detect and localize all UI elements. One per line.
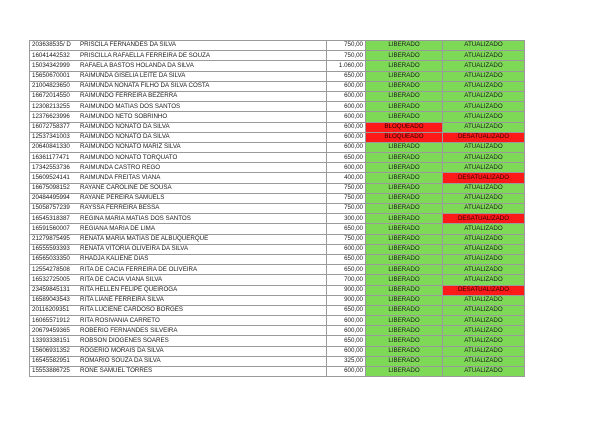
cell-status[interactable]: LIBERADO [366,41,443,51]
cell-value[interactable]: 600,00 [327,326,366,336]
cell-status[interactable]: LIBERADO [366,81,443,91]
cell-name[interactable]: RAIMUNDO MATIAS DOS SANTOS [78,102,327,112]
cell-status[interactable]: LIBERADO [366,305,443,315]
cell-update[interactable]: ATUALIZADO [443,265,525,275]
spreadsheet-body [30,41,525,377]
cell-update[interactable]: ATUALIZADO [443,142,525,152]
cell-name[interactable]: RITA LUCIENE CARDOSO BORGES [78,305,327,315]
cell-value[interactable]: 600,00 [327,367,366,377]
cell-value[interactable]: 650,00 [327,305,366,315]
cell-value[interactable]: 650,00 [327,254,366,264]
cell-id[interactable]: 12554278508 [30,265,79,275]
cell-update[interactable]: ATUALIZADO [443,336,525,346]
cell-value[interactable]: 325,00 [327,356,366,366]
cell-status[interactable]: BLOQUEADO [366,122,443,132]
cell-value[interactable]: 600,00 [327,112,366,122]
cell-update[interactable]: ATUALIZADO [443,316,525,326]
cell-status[interactable]: LIBERADO [366,244,443,254]
cell-update[interactable]: DESATUALIZADO [443,132,525,142]
table-row [30,285,525,295]
cell-update[interactable]: ATUALIZADO [443,71,525,81]
cell-id[interactable]: 16041442532 [30,51,79,61]
table-row [30,265,525,275]
cell-id[interactable]: 15034342999 [30,61,79,71]
cell-id[interactable]: 15606931352 [30,346,79,356]
cell-update[interactable]: ATUALIZADO [443,51,525,61]
table-row [30,305,525,315]
cell-id[interactable]: 16545582951 [30,356,79,366]
cell-value[interactable]: 750,00 [327,234,366,244]
cell-id[interactable]: 17342553736 [30,163,79,173]
table-row [30,102,525,112]
table-row [30,153,525,163]
cell-status[interactable]: BLOQUEADO [366,132,443,142]
table-row [30,326,525,336]
cell-value[interactable]: 700,00 [327,275,366,285]
cell-update[interactable]: ATUALIZADO [443,193,525,203]
table-row [30,356,525,366]
table-row [30,61,525,71]
cell-name[interactable]: RAIMUNDA NONATA FILHO DA SILVA COSTA [78,81,327,91]
cell-name[interactable]: RITA DE CACIA FERREIRA DE OLIVEIRA [78,265,327,275]
table-row [30,295,525,305]
table-row [30,183,525,193]
cell-id[interactable]: 16361177471 [30,153,79,163]
cell-status[interactable]: LIBERADO [366,183,443,193]
cell-value[interactable]: 650,00 [327,224,366,234]
table-row [30,275,525,285]
cell-update[interactable]: ATUALIZADO [443,204,525,214]
cell-value[interactable]: 650,00 [327,336,366,346]
cell-name[interactable]: RHADJA KALIENE DIAS [78,254,327,264]
table-row [30,224,525,234]
cell-id[interactable]: 21004823650 [30,81,79,91]
cell-status[interactable]: LIBERADO [366,153,443,163]
table-row [30,163,525,173]
cell-update[interactable]: ATUALIZADO [443,305,525,315]
cell-update[interactable]: ATUALIZADO [443,234,525,244]
table-row [30,316,525,326]
cell-update[interactable]: ATUALIZADO [443,163,525,173]
cell-name[interactable]: ROGERIO MORAIS DA SILVA [78,346,327,356]
cell-id[interactable]: 12537341003 [30,132,79,142]
cell-value[interactable]: 900,00 [327,285,366,295]
table-row [30,214,525,224]
cell-update[interactable]: ATUALIZADO [443,254,525,264]
cell-value[interactable]: 750,00 [327,204,366,214]
cell-update[interactable]: ATUALIZADO [443,346,525,356]
table-row [30,71,525,81]
table-row [30,204,525,214]
cell-name[interactable]: REGINA MARIA MATIAS DOS SANTOS [78,214,327,224]
cell-update[interactable]: DESATUALIZADO [443,285,525,295]
cell-update[interactable]: ATUALIZADO [443,356,525,366]
cell-value[interactable]: 600,00 [327,122,366,132]
cell-name[interactable]: ROBSON DIOGENES SOARES [78,336,327,346]
cell-status[interactable]: LIBERADO [366,204,443,214]
cell-name[interactable]: RAYANE PEREIRA SAMUELS [78,193,327,203]
cell-status[interactable]: LIBERADO [366,367,443,377]
cell-name[interactable]: RAIMUNDO NETO SOBRINHO [78,112,327,122]
cell-update[interactable]: ATUALIZADO [443,81,525,91]
cell-id[interactable]: 15058757239 [30,204,79,214]
cell-name[interactable]: RAIMUNDO NONATO TORQUATO [78,153,327,163]
cell-id[interactable]: 16532725005 [30,275,79,285]
cell-value[interactable]: 600,00 [327,132,366,142]
cell-value[interactable]: 900,00 [327,295,366,305]
cell-update[interactable]: ATUALIZADO [443,326,525,336]
cell-status[interactable]: LIBERADO [366,71,443,81]
cell-value[interactable]: 650,00 [327,153,366,163]
cell-name[interactable]: RAIMUNDO FERREIRA BEZERRA [78,91,327,101]
cell-update[interactable]: DESATUALIZADO [443,214,525,224]
cell-name[interactable]: RAYSSA FERREIRA BESSA [78,204,327,214]
cell-name[interactable]: RITA HELLEN FELIPE QUEIROGA [78,285,327,295]
cell-update[interactable]: ATUALIZADO [443,122,525,132]
cell-name[interactable]: RONE SAMUEL TORRES [78,367,327,377]
cell-status[interactable]: LIBERADO [366,102,443,112]
cell-status[interactable]: LIBERADO [366,275,443,285]
cell-name[interactable]: RAYANE CAROLINE DE SOUSA [78,183,327,193]
cell-update[interactable]: ATUALIZADO [443,183,525,193]
cell-value[interactable]: 600,00 [327,346,366,356]
cell-id[interactable]: 12376623996 [30,112,79,122]
cell-name[interactable]: ROMARIO SOUZA DA SILVA [78,356,327,366]
cell-status[interactable]: LIBERADO [366,346,443,356]
cell-value[interactable]: 650,00 [327,265,366,275]
cell-id[interactable]: 21279875495 [30,234,79,244]
cell-value[interactable]: 600,00 [327,91,366,101]
cell-id[interactable]: 15650670001 [30,71,79,81]
table-row [30,346,525,356]
cell-name[interactable]: RAFAELA BASTOS HOLANDA DA SILVA [78,61,327,71]
cell-value[interactable]: 750,00 [327,51,366,61]
cell-status[interactable]: LIBERADO [366,112,443,122]
cell-status[interactable]: LIBERADO [366,224,443,234]
cell-value[interactable]: 750,00 [327,183,366,193]
cell-status[interactable]: LIBERADO [366,163,443,173]
cell-name[interactable]: RAIMUNDA FREITAS VIANA [78,173,327,183]
table-row [30,132,525,142]
cell-update[interactable]: ATUALIZADO [443,244,525,254]
table-row [30,51,525,61]
cell-id[interactable]: 203638535/ D [30,41,79,51]
cell-value[interactable]: 1.060,00 [327,61,366,71]
cell-id[interactable]: 16589043543 [30,295,79,305]
cell-status[interactable]: LIBERADO [366,336,443,346]
table-row [30,91,525,101]
cell-id[interactable]: 16675098152 [30,183,79,193]
table-row [30,81,525,91]
cell-name[interactable]: RAIMUNDO NONATO DA SILVA [78,122,327,132]
cell-value[interactable]: 600,00 [327,81,366,91]
cell-name[interactable]: RAIMUNDA GISELIA LEITE DA SILVA [78,71,327,81]
cell-name[interactable]: RITA ROSIVANIA CARRETO [78,316,327,326]
cell-value[interactable]: 400,00 [327,173,366,183]
cell-id[interactable]: 13393338151 [30,336,79,346]
cell-id[interactable]: 16565033350 [30,254,79,264]
cell-status[interactable]: LIBERADO [366,214,443,224]
cell-value[interactable]: 600,00 [327,102,366,112]
cell-update[interactable]: DESATUALIZADO [443,173,525,183]
table-row [30,367,525,377]
cell-name[interactable]: PRISCILA FERNANDES DA SILVA [78,41,327,51]
cell-id[interactable]: 15609524141 [30,173,79,183]
table-row [30,244,525,254]
cell-update[interactable]: ATUALIZADO [443,102,525,112]
cell-value[interactable]: 750,00 [327,193,366,203]
cell-name[interactable]: ROBERIO FERNANDES SILVEIRA [78,326,327,336]
cell-status[interactable]: LIBERADO [366,61,443,71]
cell-id[interactable]: 16672014550 [30,91,79,101]
spreadsheet-table [29,40,525,377]
table-row [30,122,525,132]
cell-id[interactable]: 20116209351 [30,305,79,315]
cell-id[interactable]: 16545318387 [30,214,79,224]
cell-value[interactable]: 600,00 [327,316,366,326]
cell-update[interactable]: ATUALIZADO [443,61,525,71]
cell-update[interactable]: ATUALIZADO [443,153,525,163]
cell-id[interactable]: 16065571912 [30,316,79,326]
cell-id[interactable]: 20679459365 [30,326,79,336]
cell-id[interactable]: 16072758377 [30,122,79,132]
cell-name[interactable]: PRISCILLA RAFAELLA FERREIRA DE SOUZA [78,51,327,61]
table-row [30,336,525,346]
cell-status[interactable]: LIBERADO [366,356,443,366]
cell-value[interactable]: 300,00 [327,214,366,224]
cell-status[interactable]: LIBERADO [366,295,443,305]
cell-status[interactable]: LIBERADO [366,51,443,61]
cell-id[interactable]: 20484495994 [30,193,79,203]
cell-update[interactable]: ATUALIZADO [443,224,525,234]
cell-name[interactable]: RAIMUNDO NONATO DA SILVA [78,132,327,142]
cell-update[interactable]: ATUALIZADO [443,295,525,305]
table-row [30,41,525,51]
cell-status[interactable]: LIBERADO [366,265,443,275]
cell-update[interactable]: ATUALIZADO [443,41,525,51]
cell-value[interactable]: 650,00 [327,71,366,81]
cell-status[interactable]: LIBERADO [366,193,443,203]
cell-status[interactable]: LIBERADO [366,234,443,244]
cell-name[interactable]: REGIANA MARIA DE LIMA [78,224,327,234]
cell-status[interactable]: LIBERADO [366,173,443,183]
cell-id[interactable]: 16555593393 [30,244,79,254]
cell-value[interactable]: 600,00 [327,163,366,173]
cell-status[interactable]: LIBERADO [366,326,443,336]
table-row [30,173,525,183]
cell-name[interactable]: RENATA MARIA MATIAS DE ALBUQUERQUE [78,234,327,244]
cell-name[interactable]: RENATA VITORIA OLIVEIRA DA SILVA [78,244,327,254]
cell-update[interactable]: ATUALIZADO [443,367,525,377]
cell-id[interactable]: 16591560007 [30,224,79,234]
cell-name[interactable]: RAIMUNDO NONATO MARIZ SILVA [78,142,327,152]
table-row [30,142,525,152]
cell-id[interactable]: 12308213255 [30,102,79,112]
cell-status[interactable]: LIBERADO [366,142,443,152]
cell-value[interactable]: 600,00 [327,244,366,254]
cell-name[interactable]: RITA DE CACIA VIANA SILVA [78,275,327,285]
table-row [30,112,525,122]
cell-status[interactable]: LIBERADO [366,91,443,101]
cell-status[interactable]: LIBERADO [366,254,443,264]
cell-update[interactable]: ATUALIZADO [443,275,525,285]
cell-value[interactable]: 750,00 [327,41,366,51]
cell-id[interactable]: 23459845131 [30,285,79,295]
table-row [30,193,525,203]
table-row [30,254,525,264]
cell-id[interactable]: 20640841330 [30,142,79,152]
cell-update[interactable]: ATUALIZADO [443,91,525,101]
cell-update[interactable]: ATUALIZADO [443,112,525,122]
cell-value[interactable]: 600,00 [327,142,366,152]
cell-status[interactable]: LIBERADO [366,316,443,326]
cell-name[interactable]: RAIMUNDA CASTRO REGO [78,163,327,173]
cell-name[interactable]: RITA LIANE FERREIRA SILVA [78,295,327,305]
cell-id[interactable]: 15553886725 [30,367,79,377]
cell-status[interactable]: LIBERADO [366,285,443,295]
table-row [30,234,525,244]
